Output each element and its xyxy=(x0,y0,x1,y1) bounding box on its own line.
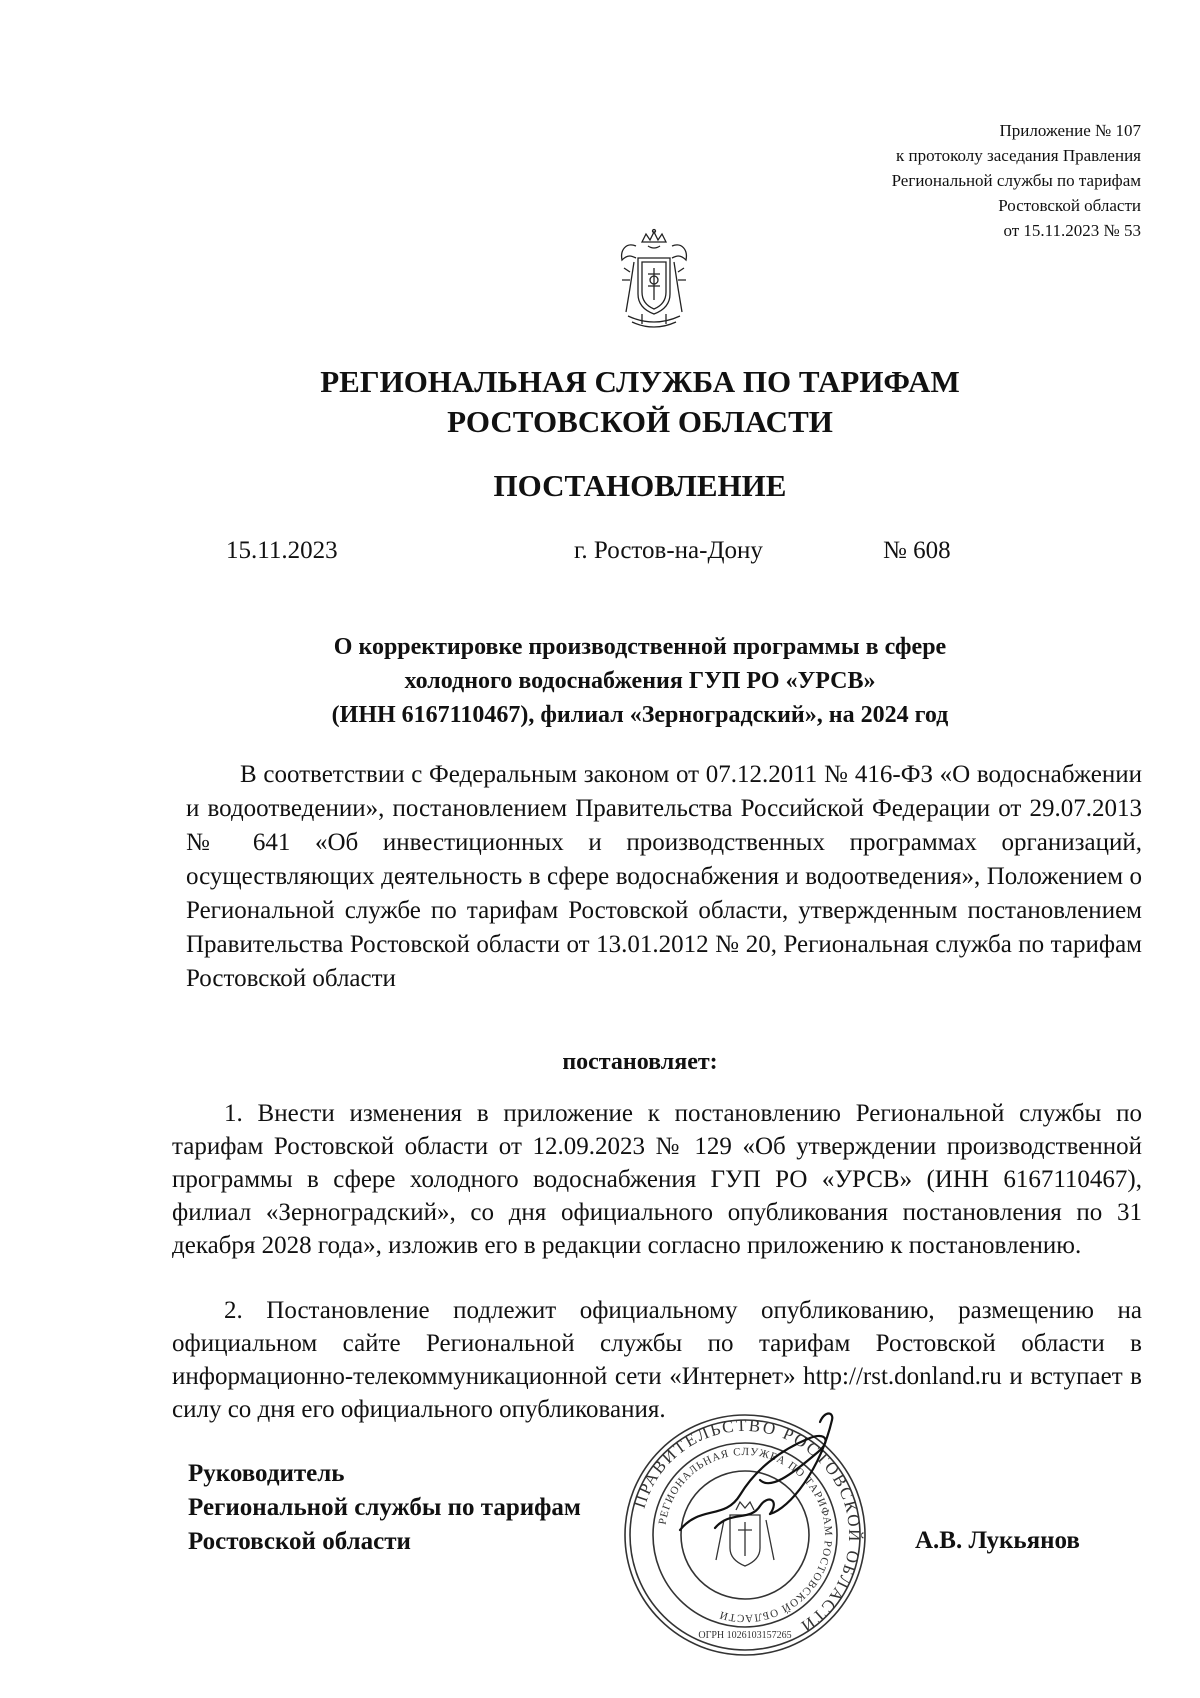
coat-of-arms-icon xyxy=(612,228,696,332)
document-number: № 608 xyxy=(883,537,951,564)
annex-line: к протоколу заседания Правления xyxy=(896,146,1141,165)
document-type: ПОСТАНОВЛЕНИЕ xyxy=(493,468,787,503)
seal-inner-text: РЕГИОНАЛЬНАЯ СЛУЖБА ПО ТАРИФАМ РОСТОВСКОЙ ОБЛАСТИ xyxy=(656,1445,835,1625)
document-subject xyxy=(150,630,1130,732)
organization-title xyxy=(140,362,1140,442)
subject-line: (ИНН 6167110467), филиал «Зерноградский», на 2024 год xyxy=(331,702,949,728)
organization-title-line: РОСТОВСКОЙ ОБЛАСТИ xyxy=(447,404,833,439)
signer-position-line: Региональной службы по тарифам xyxy=(188,1494,581,1521)
decree-item-1: 1. Внести изменения в приложение к постановлению Региональной службы по тарифам Ростовской области от 12.09.2023 № 129 «Об утверждении производственной программы в сфере холодного водоснабжения ГУП РО «УРСВ» (ИНН 6167110467), филиал «Зерноградский», со дня официального опубликования постановления по 31 декабря 2028 года», изложив его в редакции согласно приложению к постановлению. xyxy=(172,1100,1142,1259)
signer-position xyxy=(188,1457,581,1559)
annex-line: от 15.11.2023 № 53 xyxy=(1003,221,1141,240)
annex-line: Региональной службы по тарифам xyxy=(891,171,1141,190)
seal-emblem-icon xyxy=(716,1502,774,1566)
signer-position-line: Руководитель xyxy=(188,1460,345,1487)
document-date: 15.11.2023 xyxy=(226,537,338,564)
annex-line: Ростовской области xyxy=(998,196,1141,215)
organization-title-line: РЕГИОНАЛЬНАЯ СЛУЖБА ПО ТАРИФАМ xyxy=(320,364,960,399)
decree-word: постановляет: xyxy=(562,1049,718,1075)
annex-reference xyxy=(741,118,1141,243)
decree-item-2: 2. Постановление подлежит официальному опубликованию, размещению на официальном сайте Региональной службы по тарифам Ростовской области в информационно-телекоммуникационной сети «Интернет» http://rst.donland.ru и вступает в силу со дня его официального опубликования. xyxy=(172,1297,1142,1423)
signer-name: А.В. Лукьянов xyxy=(915,1527,1080,1554)
intro-paragraph: В соответствии с Федеральным законом от 07.12.2011 № 416-ФЗ «О водоснабжении и водоотведении», постановлением Правительства Российской Федерации от 29.07.2013 № 641 «Об инвестиционных и производственных программах организаций, осуществляющих деятельность в сфере водоснабжения и водоотведения», Положением о Региональной службе по тарифам Ростовской области, утвержденным постановлением Правительства Ростовской области от 13.01.2012 № 20, Региональная служба по тарифам Ростовской области xyxy=(186,761,1142,992)
signer-position-line: Ростовской области xyxy=(188,1528,411,1555)
official-seal-icon xyxy=(620,1410,870,1660)
annex-line: Приложение № 107 xyxy=(999,121,1141,140)
seal-outer-text: ПРАВИТЕЛЬСТВО РОСТОВСКОЙ ОБЛАСТИ xyxy=(629,1415,865,1637)
seal-ogrn: ОГРН 1026103157265 xyxy=(698,1630,792,1641)
document-city: г. Ростов-на-Дону xyxy=(574,537,763,564)
subject-line: О корректировке производственной программы в сфере xyxy=(333,634,947,660)
subject-line: холодного водоснабжения ГУП РО «УРСВ» xyxy=(404,668,876,694)
